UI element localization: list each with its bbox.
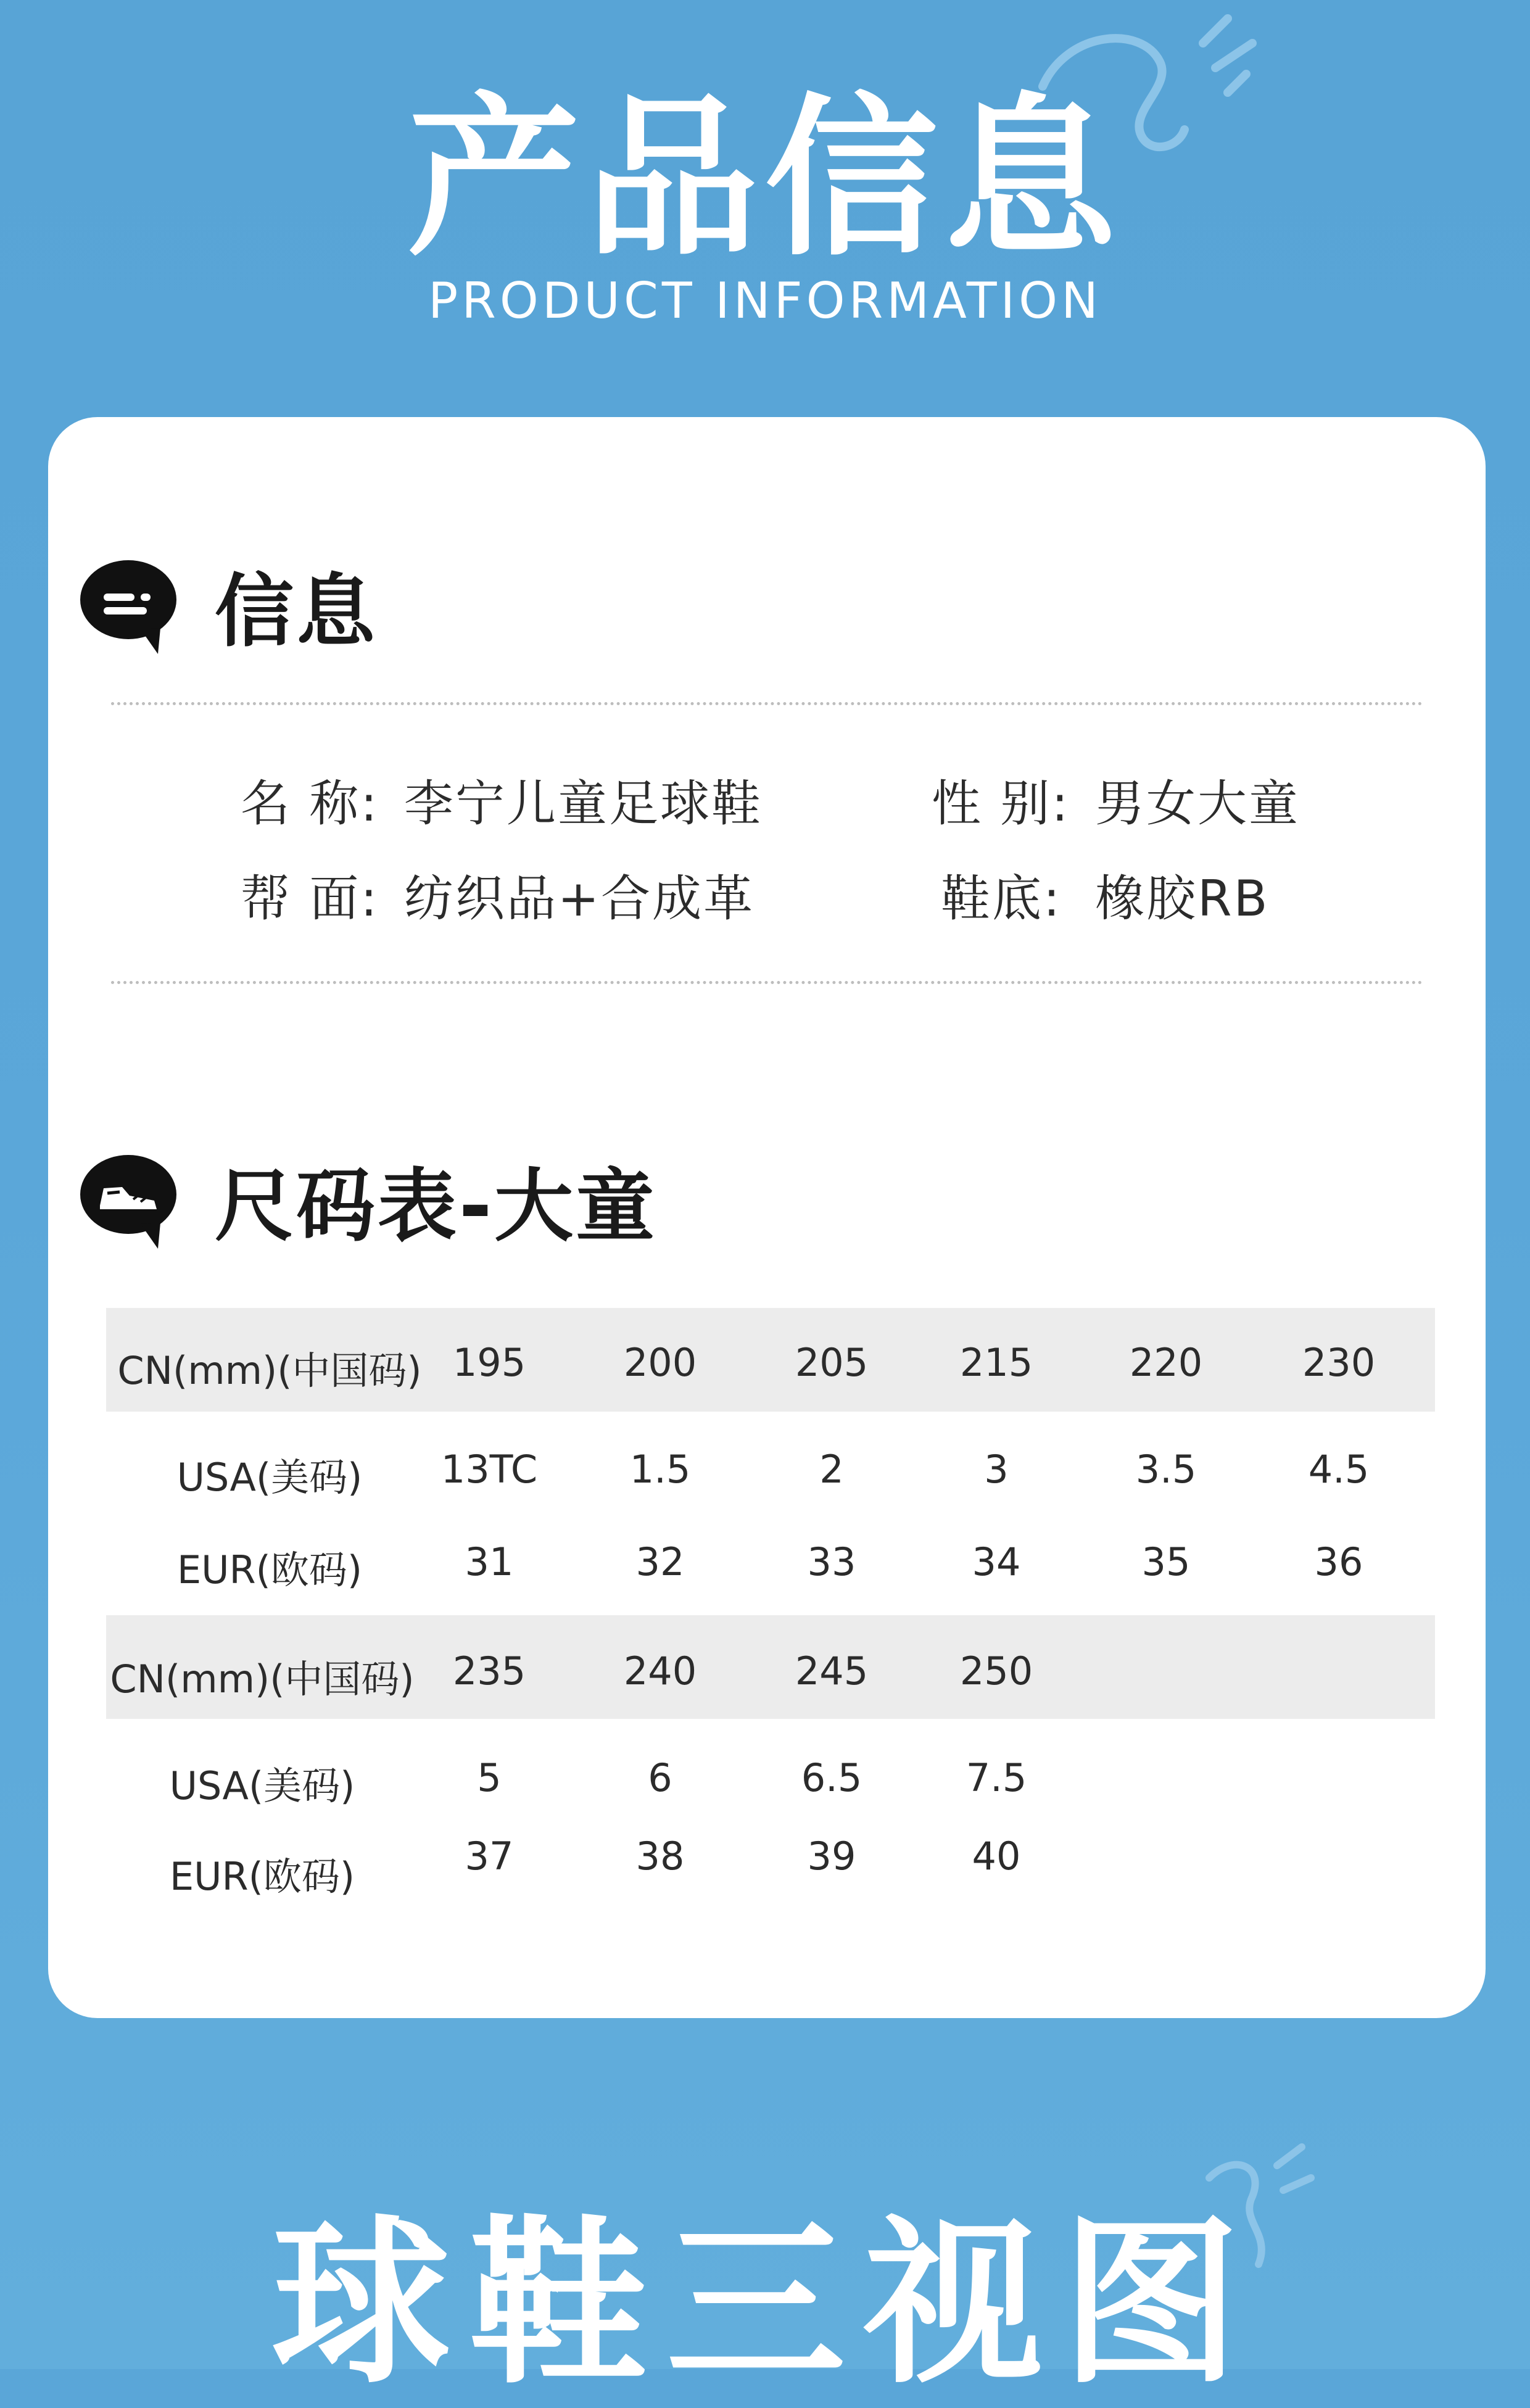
footer-title: 球鞋三视图 [271,2200,1259,2408]
size-cell: 6.5 [801,1755,862,1800]
size-table-2-eur-label: EUR(欧码) [169,1854,355,1899]
size-cell: 7.5 [966,1755,1027,1800]
size-cell: 5 [477,1755,502,1800]
size-section-title: 尺码表-大童 [215,1161,658,1252]
size-cell: 35 [1141,1539,1191,1584]
size-cell: 200 [623,1340,697,1385]
size-cell: 3 [984,1447,1009,1492]
size-table-2-cn-label: CN(mm)(中国码) [110,1657,415,1702]
size-cell: 32 [635,1539,685,1584]
info-section-header [79,548,378,661]
page-subtitle: PRODUCT INFORMATION [428,272,1102,329]
size-cell: 220 [1129,1340,1203,1385]
size-cell: 230 [1302,1340,1376,1385]
size-cell: 38 [635,1834,685,1879]
gender-label: 性 别: [932,775,1070,832]
name-value: 李宁儿童足球鞋 [404,775,763,832]
size-cell: 37 [465,1834,514,1879]
gender-value: 男女大童 [1095,775,1300,832]
size-cell: 39 [807,1834,856,1879]
size-cell: 1.5 [629,1447,691,1492]
size-cell: 40 [972,1834,1021,1879]
size-cell: 33 [807,1539,856,1584]
size-cell: 205 [795,1340,869,1385]
size-cell: 215 [959,1340,1033,1385]
size-cell: 195 [452,1340,526,1385]
page-title: 产品信息 [407,78,1123,279]
size-cell: 4.5 [1308,1447,1370,1492]
size-cell: 31 [465,1539,514,1584]
size-cell: 6 [648,1755,672,1800]
size-table-1-eur-label: EUR(欧码) [176,1547,363,1592]
size-section-header [79,1143,657,1256]
size-cell: 36 [1314,1539,1363,1584]
size-cell: 2 [819,1447,844,1492]
upper-value: 纺织品+合成革 [404,870,755,927]
divider-bottom [111,981,1423,984]
size-table-2-usa-label: USA(美码) [169,1763,355,1808]
size-cell: 240 [623,1649,697,1694]
size-cell: 235 [452,1649,526,1694]
sole-value: 橡胶RB [1095,870,1270,927]
size-table-1-cn-label: CN(mm)(中国码) [117,1348,422,1393]
size-cell: 13TC [440,1447,538,1492]
size-table-1-usa-label: USA(美码) [176,1455,363,1500]
size-cell: 3.5 [1135,1447,1197,1492]
sole-label: 鞋底: [941,870,1062,927]
name-label: 名 称: [241,775,379,832]
upper-label: 帮 面: [241,870,379,927]
size-cell: 34 [972,1539,1021,1584]
size-cell: 245 [795,1649,869,1694]
size-cell: 250 [959,1649,1033,1694]
chat-bubble-icon [79,555,178,654]
sneaker-bubble-icon [79,1150,178,1249]
info-section-title: 信息 [215,566,378,658]
divider-top [111,702,1423,705]
